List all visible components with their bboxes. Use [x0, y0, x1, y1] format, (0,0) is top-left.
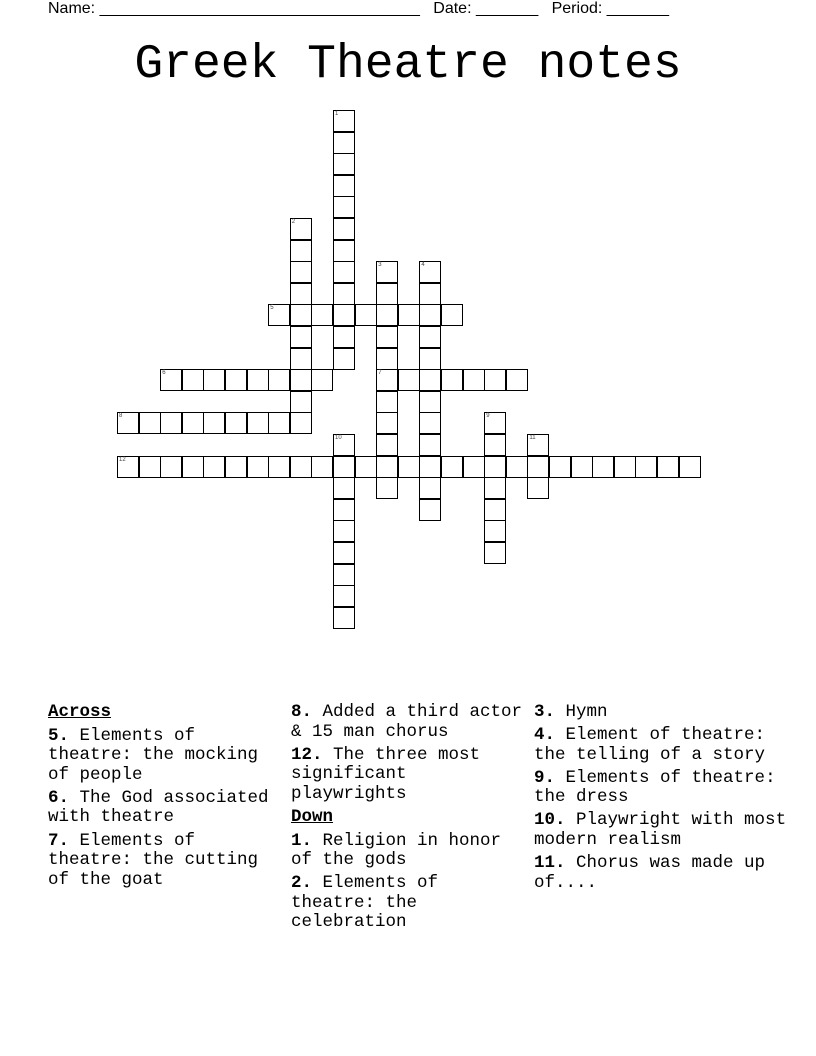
grid-cell[interactable] [441, 304, 463, 326]
cell-number: 6 [162, 370, 166, 377]
clue-down-11 [534, 854, 794, 893]
grid-cell[interactable] [311, 456, 333, 478]
grid-cell[interactable] [290, 218, 312, 240]
grid-cell[interactable] [160, 369, 182, 391]
cell-number: 2 [291, 219, 296, 225]
grid-cell[interactable] [571, 456, 593, 478]
clue-number: 9. [534, 767, 556, 788]
grid-cell[interactable] [333, 326, 355, 348]
grid-cell[interactable] [333, 456, 355, 478]
grid-cell[interactable] [398, 456, 420, 478]
clues-column-3 [534, 703, 794, 897]
grid-cell[interactable] [333, 434, 355, 456]
grid-cell[interactable] [203, 412, 225, 434]
grid-cell[interactable] [484, 542, 506, 564]
grid-cell[interactable] [419, 434, 441, 456]
grid-cell[interactable] [290, 348, 312, 370]
grid-cell[interactable] [225, 369, 247, 391]
cell-number: 9 [486, 413, 490, 420]
clue-across-7 [48, 832, 288, 891]
clues-column-1 [48, 703, 288, 894]
grid-cell[interactable] [247, 369, 269, 391]
grid-cell[interactable] [419, 326, 441, 348]
grid-cell[interactable] [290, 304, 312, 326]
period-label: Period: [551, 0, 603, 17]
grid-cell[interactable] [376, 434, 398, 456]
grid-cell[interactable] [376, 477, 398, 499]
clue-number: 2. [291, 873, 313, 894]
grid-cell[interactable] [376, 283, 398, 305]
date-label: Date: [433, 0, 472, 17]
grid-cell[interactable] [333, 196, 355, 218]
name-label: Name: [48, 0, 96, 17]
grid-cell[interactable] [225, 412, 247, 434]
clue-across-8 [291, 703, 531, 742]
name-blank[interactable]: ____________________________________ [99, 0, 420, 17]
across-heading: Across [48, 702, 112, 722]
grid-cell[interactable] [441, 369, 463, 391]
clue-down-3 [534, 703, 794, 723]
grid-cell[interactable] [333, 283, 355, 305]
grid-cell[interactable] [376, 391, 398, 413]
grid-cell[interactable] [333, 542, 355, 564]
grid-cell[interactable] [376, 304, 398, 326]
grid-cell[interactable] [225, 456, 247, 478]
cell-number: 12 [119, 456, 126, 463]
clue-text: Elements of theatre: the celebration [291, 873, 439, 933]
grid-cell[interactable] [333, 585, 355, 607]
grid-cell[interactable] [203, 456, 225, 478]
grid-cell[interactable] [376, 348, 398, 370]
clue-text: Playwright with most modern realism [534, 810, 787, 851]
grid-cell[interactable] [657, 456, 679, 478]
clue-down-9 [534, 769, 794, 808]
grid-cell[interactable] [182, 369, 204, 391]
grid-cell[interactable] [333, 110, 355, 132]
grid-cell[interactable] [376, 326, 398, 348]
grid-cell[interactable] [333, 520, 355, 542]
grid-cell[interactable] [484, 499, 506, 521]
clue-text: Elements of theatre: the mocking of people [48, 725, 259, 785]
grid-cell[interactable] [441, 456, 463, 478]
grid-cell[interactable] [333, 261, 355, 283]
cell-number: 10 [335, 435, 342, 441]
grid-cell[interactable] [290, 456, 312, 478]
grid-cell[interactable] [419, 499, 441, 521]
grid-cell[interactable] [333, 499, 355, 521]
clue-down-10 [534, 811, 794, 850]
grid-cell[interactable] [506, 456, 528, 478]
grid-cell[interactable] [376, 412, 398, 434]
grid-cell[interactable] [139, 456, 161, 478]
page-title: Greek Theatre notes [134, 38, 682, 92]
grid-cell[interactable] [247, 456, 269, 478]
clue-text: Religion in honor of the gods [291, 830, 502, 871]
grid-cell[interactable] [527, 477, 549, 499]
grid-cell[interactable] [527, 434, 549, 456]
grid-cell[interactable] [549, 456, 571, 478]
grid-cell[interactable] [419, 283, 441, 305]
grid-cell[interactable] [484, 456, 506, 478]
grid-cell[interactable] [463, 369, 485, 391]
grid-cell[interactable] [419, 477, 441, 499]
clue-number: 12. [291, 744, 323, 765]
grid-cell[interactable] [333, 564, 355, 586]
clue-number: 10. [534, 810, 566, 831]
grid-cell[interactable] [333, 153, 355, 175]
grid-cell[interactable] [290, 369, 312, 391]
grid-cell[interactable] [419, 369, 441, 391]
grid-cell[interactable] [182, 456, 204, 478]
clue-down-4 [534, 726, 794, 765]
grid-cell[interactable] [355, 456, 377, 478]
grid-cell[interactable] [484, 520, 506, 542]
grid-cell[interactable] [419, 348, 441, 370]
cell-number: 11 [529, 435, 536, 441]
grid-cell[interactable] [290, 261, 312, 283]
clue-text: The God associated with theatre [48, 787, 269, 828]
cell-number: 3 [378, 262, 382, 269]
grid-cell[interactable] [290, 240, 312, 262]
clue-text: Elements of theatre: the dress [534, 767, 776, 808]
date-blank[interactable]: _______ [475, 0, 539, 17]
grid-cell[interactable] [268, 412, 290, 434]
clue-across-6 [48, 789, 288, 828]
grid-cell[interactable] [376, 261, 398, 283]
clue-number: 11. [534, 853, 566, 874]
grid-cell[interactable] [333, 132, 355, 154]
grid-cell[interactable] [355, 304, 377, 326]
grid-cell[interactable] [160, 412, 182, 434]
clue-number: 5. [48, 725, 70, 746]
grid-cell[interactable] [592, 456, 614, 478]
grid-cell[interactable] [484, 369, 506, 391]
clue-number: 7. [48, 830, 70, 851]
grid-cell[interactable] [333, 348, 355, 370]
clue-number: 3. [534, 702, 556, 722]
grid-cell[interactable] [527, 456, 549, 478]
clue-text: The three most significant playwrights [291, 744, 481, 804]
grid-cell[interactable] [117, 456, 139, 478]
grid-cell[interactable] [376, 369, 398, 391]
grid-cell[interactable] [290, 391, 312, 413]
cell-number: 4 [421, 262, 425, 269]
grid-cell[interactable] [182, 412, 204, 434]
grid-cell[interactable] [290, 412, 312, 434]
grid-cell[interactable] [398, 304, 420, 326]
grid-cell[interactable] [333, 240, 355, 262]
clue-across-12 [291, 746, 531, 805]
grid-cell[interactable] [376, 456, 398, 478]
grid-cell[interactable] [333, 477, 355, 499]
down-heading: Down [291, 806, 334, 827]
cell-number: 1 [335, 111, 339, 117]
grid-cell[interactable] [333, 218, 355, 240]
clue-number: 4. [534, 725, 556, 746]
grid-cell[interactable] [419, 412, 441, 434]
period-blank[interactable]: _______ [606, 0, 670, 17]
grid-cell[interactable] [139, 412, 161, 434]
clue-text: Elements of theatre: the cutting of the goat [48, 830, 259, 890]
grid-cell[interactable] [463, 456, 485, 478]
clue-across-5 [48, 727, 288, 786]
grid-cell[interactable] [484, 434, 506, 456]
grid-cell[interactable] [268, 369, 290, 391]
clue-number: 1. [291, 830, 313, 851]
grid-cell[interactable] [311, 369, 333, 391]
grid-cell[interactable] [635, 456, 657, 478]
clue-down-2 [291, 874, 531, 933]
grid-cell[interactable] [484, 477, 506, 499]
grid-cell[interactable] [203, 369, 225, 391]
cell-number: 5 [270, 305, 274, 312]
grid-cell[interactable] [333, 607, 355, 629]
grid-cell[interactable] [419, 391, 441, 413]
grid-cell[interactable] [333, 304, 355, 326]
grid-cell[interactable] [247, 412, 269, 434]
grid-cell[interactable] [333, 175, 355, 197]
clue-text: Element of theatre: the telling of a story [534, 725, 766, 765]
grid-cell[interactable] [117, 412, 139, 434]
grid-cell[interactable] [268, 456, 290, 478]
grid-cell[interactable] [290, 326, 312, 348]
grid-cell[interactable] [506, 369, 528, 391]
grid-cell[interactable] [484, 412, 506, 434]
clue-text: Added a third actor & 15 man chorus [291, 702, 523, 742]
grid-cell[interactable] [290, 283, 312, 305]
grid-cell[interactable] [614, 456, 636, 478]
clue-down-1 [291, 832, 531, 871]
grid-cell[interactable] [419, 261, 441, 283]
grid-cell[interactable] [160, 456, 182, 478]
grid-cell[interactable] [268, 304, 290, 326]
grid-cell[interactable] [419, 304, 441, 326]
cell-number: 8 [119, 413, 123, 420]
clues-column-2 [291, 703, 531, 937]
clue-text: Hymn [565, 702, 608, 722]
clue-number: 6. [48, 787, 70, 808]
grid-cell[interactable] [398, 369, 420, 391]
cell-number: 7 [378, 370, 382, 377]
clue-number: 8. [291, 702, 313, 722]
clue-text: Chorus was made up of.... [534, 853, 766, 893]
grid-cell[interactable] [679, 456, 701, 478]
grid-cell[interactable] [419, 456, 441, 478]
grid-cell[interactable] [311, 304, 333, 326]
